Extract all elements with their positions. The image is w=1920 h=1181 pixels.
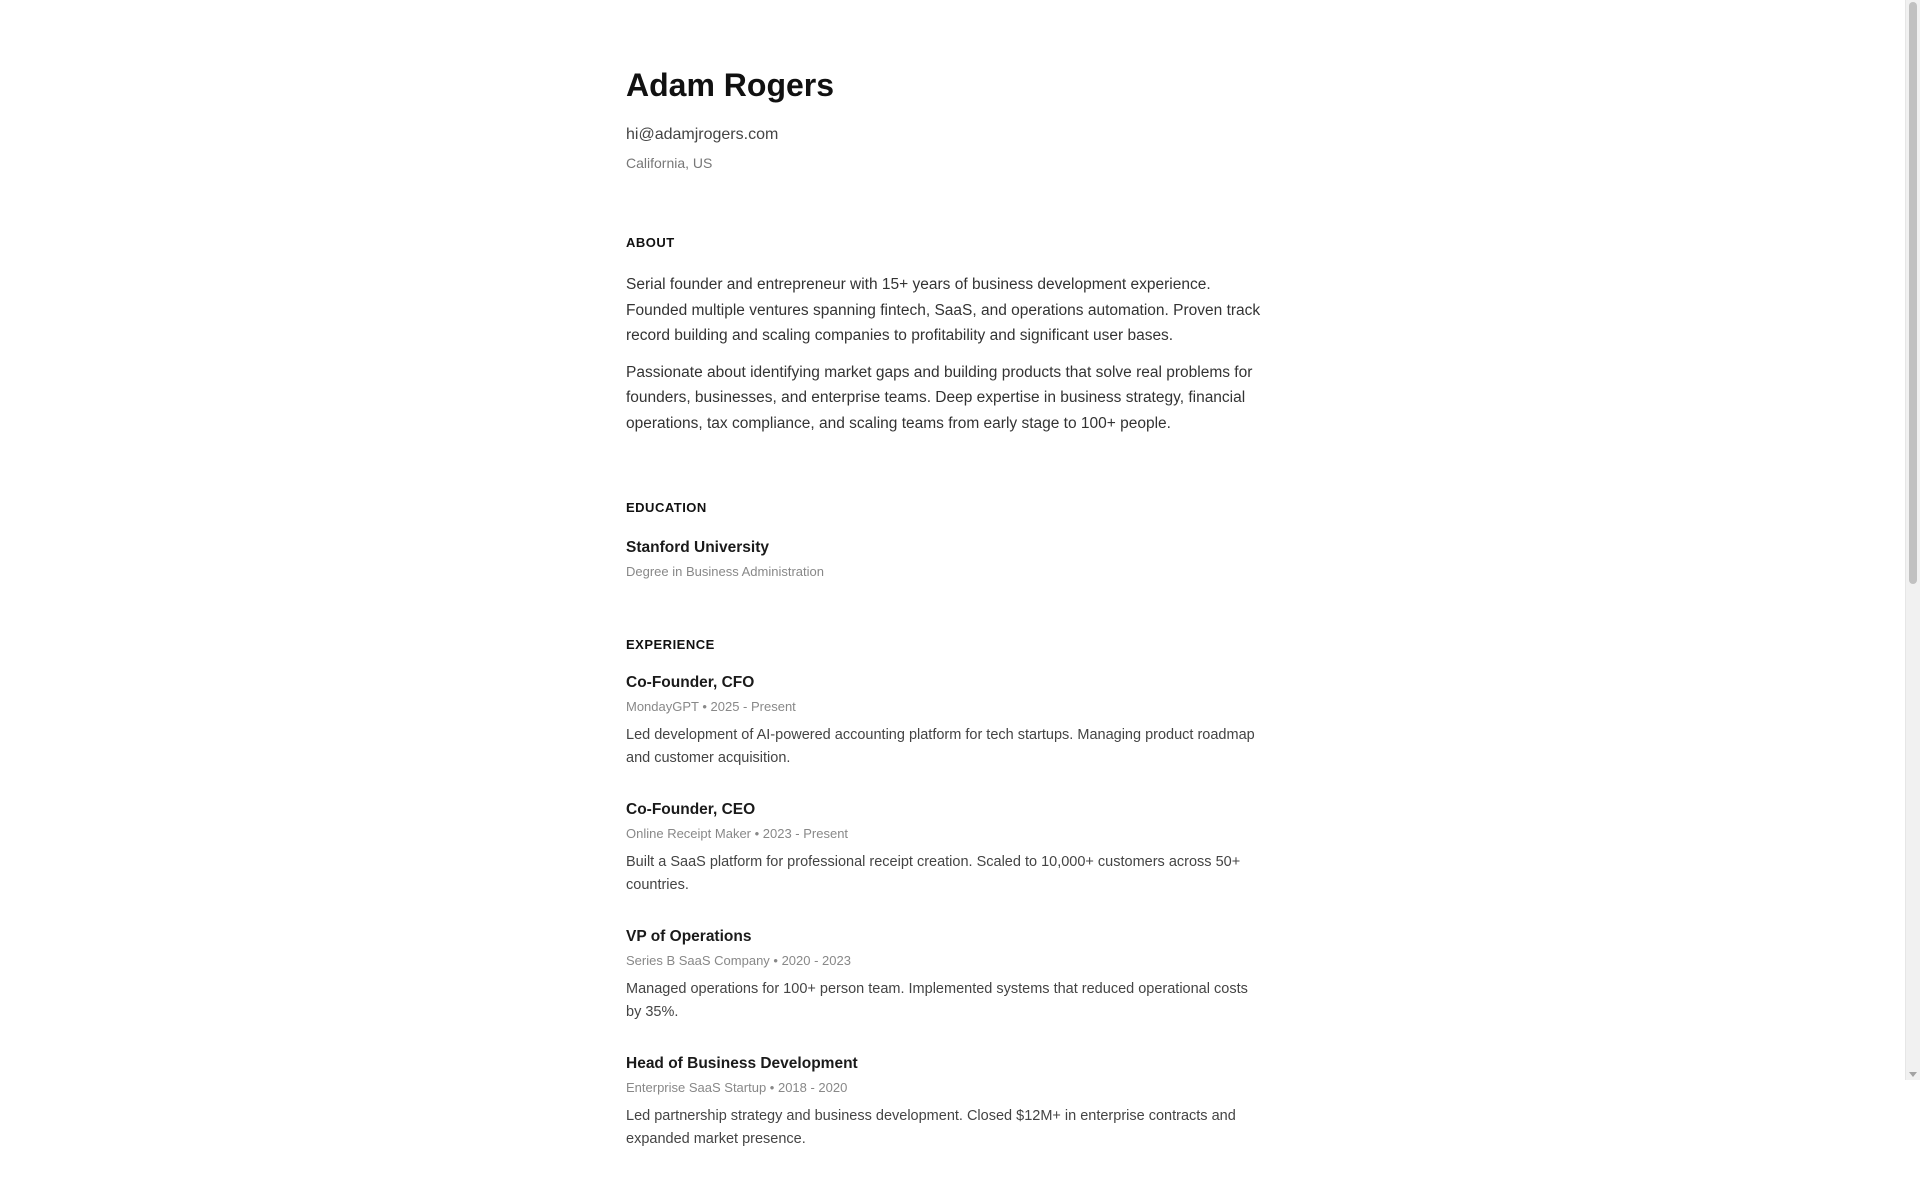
experience-title: Co-Founder, CEO	[626, 801, 756, 818]
experience-meta: MondayGPT • 2025 - Present	[626, 699, 796, 714]
experience-description: Built a SaaS platform for professional receipt creation. Scaled to 10,000+ customers across 50+ countries.	[626, 854, 1241, 893]
scroll-down-arrow-icon[interactable]	[1909, 1072, 1917, 1077]
education-degree: Degree in Business Administration	[626, 564, 824, 579]
education-school: Stanford University	[626, 539, 769, 556]
profile-email: hi@adamjrogers.com	[626, 126, 779, 143]
experience-title: Head of Business Development	[626, 1055, 858, 1072]
about-heading: ABOUT	[626, 235, 675, 250]
experience-meta: Series B SaaS Company • 2020 - 2023	[626, 953, 851, 968]
experience-meta: Online Receipt Maker • 2023 - Present	[626, 826, 849, 841]
resume-content	[626, 0, 1266, 1181]
experience-description: Led development of AI-powered accounting platform for tech startups. Managing product roadmap and customer acquisition.	[626, 727, 1255, 766]
experience-description: Led partnership strategy and business development. Closed $12M+ in enterprise contracts and expanded market presence.	[626, 1108, 1236, 1147]
scrollbar-thumb[interactable]	[1909, 2, 1917, 584]
vertical-scrollbar[interactable]	[1905, 0, 1920, 1080]
experience-description: Managed operations for 100+ person team. Implemented systems that reduced operational costs by 35%.	[626, 981, 1248, 1020]
experience-meta: Enterprise SaaS Startup • 2018 - 2020	[626, 1080, 848, 1095]
experience-heading: EXPERIENCE	[626, 637, 715, 652]
profile-location: California, US	[626, 155, 713, 171]
experience-item	[626, 927, 1266, 1024]
experience-list	[626, 673, 1266, 1151]
about-paragraph: Serial founder and entrepreneur with 15+ years of business development experience. Founded multiple ventures spanning fintech, SaaS, and operations automation. Proven track record building and scaling companies to profitability and significant user bases.	[626, 276, 1261, 344]
experience-item	[626, 800, 1266, 897]
about-section	[626, 235, 1266, 436]
experience-title: Co-Founder, CFO	[626, 674, 755, 691]
education-section	[626, 500, 1266, 581]
education-item	[626, 538, 1266, 581]
experience-section	[626, 637, 1266, 1151]
experience-item	[626, 673, 1266, 770]
experience-title: VP of Operations	[626, 928, 752, 945]
education-heading: EDUCATION	[626, 500, 707, 515]
experience-item	[626, 1054, 1266, 1151]
about-paragraph: Passionate about identifying market gaps and building products that solve real problems for founders, businesses, and enterprise teams. Deep expertise in business strategy, financial operations, tax compliance, and scaling teams from early stage to 100+ people.	[626, 363, 1253, 432]
profile-name: Adam Rogers	[626, 67, 835, 103]
